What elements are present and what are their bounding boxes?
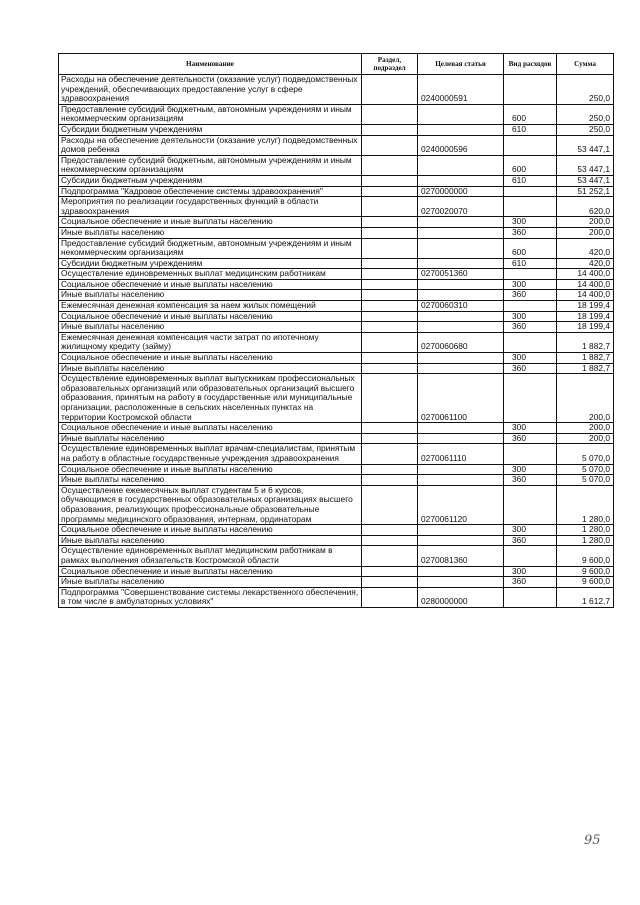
cell-sum: 1 882,7 (557, 332, 614, 352)
cell-target (418, 423, 504, 434)
cell-section (362, 186, 418, 197)
budget-table-page (58, 53, 613, 608)
cell-name: Иные выплаты населению (59, 322, 362, 333)
cell-target (418, 279, 504, 290)
cell-section (362, 238, 418, 258)
cell-name: Социальное обеспечение и иные выплаты населению (59, 279, 362, 290)
cell-sum: 18 199,4 (557, 301, 614, 312)
table-row (59, 279, 614, 290)
cell-type: 360 (504, 290, 557, 301)
cell-target (418, 311, 504, 322)
cell-name: Осуществление ежемесячных выплат студентам 5 и 6 курсов, обучающимся в государственных образовательных организациях высшего образования, реализующих профессиональные образовательные программы медицинского образования, интернам, ординаторам (59, 485, 362, 524)
cell-type: 300 (504, 279, 557, 290)
budget-table (58, 53, 614, 608)
cell-section (362, 155, 418, 175)
cell-name: Иные выплаты населению (59, 290, 362, 301)
cell-name: Социальное обеспечение и иные выплаты населению (59, 525, 362, 536)
cell-name: Социальное обеспечение и иные выплаты населению (59, 423, 362, 434)
cell-name: Социальное обеспечение и иные выплаты населению (59, 464, 362, 475)
cell-type: 360 (504, 535, 557, 546)
cell-name: Иные выплаты населению (59, 227, 362, 238)
cell-sum: 1 280,0 (557, 485, 614, 524)
cell-name: Осуществление единовременных выплат выпускникам профессиональных образовательных организаций или образовательных организаций высшего образования, принятым на работу в государственные или муниципальные организации, расположенные в сельских населенных пунктах на территории Костромской области (59, 374, 362, 423)
cell-sum: 14 400,0 (557, 290, 614, 301)
cell-sum: 5 070,0 (557, 464, 614, 475)
table-row (59, 332, 614, 352)
cell-sum: 9 600,0 (557, 566, 614, 577)
cell-sum: 1 882,7 (557, 353, 614, 364)
cell-name: Ежемесячная денежная компенсация части затрат по ипотечному жилищному кредиту (займу) (59, 332, 362, 352)
table-row (59, 485, 614, 524)
cell-target (418, 577, 504, 588)
table-row (59, 104, 614, 124)
cell-type: 360 (504, 363, 557, 374)
cell-section (362, 363, 418, 374)
cell-target: 0270060680 (418, 332, 504, 352)
table-row (59, 258, 614, 269)
cell-section (362, 269, 418, 280)
cell-section (362, 475, 418, 486)
cell-name: Социальное обеспечение и иные выплаты населению (59, 566, 362, 577)
table-row (59, 238, 614, 258)
cell-sum: 1 882,7 (557, 363, 614, 374)
cell-section (362, 577, 418, 588)
table-row (59, 374, 614, 423)
cell-sum: 1 280,0 (557, 525, 614, 536)
cell-sum: 14 400,0 (557, 279, 614, 290)
cell-target (418, 363, 504, 374)
table-row (59, 353, 614, 364)
cell-target (418, 322, 504, 333)
table-row (59, 433, 614, 444)
cell-type: 300 (504, 525, 557, 536)
cell-target (418, 124, 504, 135)
cell-sum: 420,0 (557, 258, 614, 269)
table-row (59, 155, 614, 175)
cell-sum: 200,0 (557, 433, 614, 444)
cell-type: 300 (504, 566, 557, 577)
cell-type: 600 (504, 104, 557, 124)
header-name: Наименование (59, 54, 362, 75)
table-row (59, 290, 614, 301)
cell-section (362, 485, 418, 524)
cell-section (362, 525, 418, 536)
cell-target (418, 175, 504, 186)
table-row (59, 475, 614, 486)
cell-section (362, 258, 418, 269)
cell-sum: 18 199,4 (557, 322, 614, 333)
header-sum: Сумма (557, 54, 614, 75)
cell-section (362, 464, 418, 475)
cell-type (504, 546, 557, 566)
cell-type (504, 485, 557, 524)
cell-sum: 420,0 (557, 238, 614, 258)
cell-sum: 200,0 (557, 227, 614, 238)
cell-type (504, 332, 557, 352)
cell-section (362, 279, 418, 290)
table-row (59, 525, 614, 536)
cell-type: 600 (504, 155, 557, 175)
cell-target (418, 290, 504, 301)
cell-target: 0270020070 (418, 197, 504, 217)
cell-type (504, 269, 557, 280)
header-section: Раздел, подраздел (362, 54, 418, 75)
cell-target: 0270061100 (418, 374, 504, 423)
cell-name: Социальное обеспечение и иные выплаты населению (59, 353, 362, 364)
cell-type: 360 (504, 227, 557, 238)
cell-sum: 9 600,0 (557, 546, 614, 566)
cell-sum: 250,0 (557, 124, 614, 135)
cell-sum: 53 447,1 (557, 135, 614, 155)
table-row (59, 577, 614, 588)
cell-target: 0270000000 (418, 186, 504, 197)
cell-type: 600 (504, 238, 557, 258)
table-row (59, 322, 614, 333)
table-row (59, 175, 614, 186)
cell-type: 300 (504, 464, 557, 475)
cell-target: 0270061110 (418, 444, 504, 464)
cell-name: Социальное обеспечение и иные выплаты населению (59, 217, 362, 228)
table-header-row (59, 54, 614, 75)
cell-name: Ежемесячная денежная компенсация за наем жилых помещений (59, 301, 362, 312)
cell-name: Субсидии бюджетным учреждениям (59, 175, 362, 186)
cell-target: 0270061120 (418, 485, 504, 524)
cell-target (418, 104, 504, 124)
table-row (59, 444, 614, 464)
cell-section (362, 546, 418, 566)
cell-name: Иные выплаты населению (59, 433, 362, 444)
cell-section (362, 566, 418, 577)
cell-section (362, 104, 418, 124)
table-row (59, 546, 614, 566)
cell-sum: 9 600,0 (557, 577, 614, 588)
cell-type (504, 444, 557, 464)
cell-name: Подпрограмма "Совершенствование системы лекарственного обеспечения, в том числе в амбулаторных условиях" (59, 587, 362, 607)
cell-section (362, 332, 418, 352)
cell-sum: 1 280,0 (557, 535, 614, 546)
cell-section (362, 197, 418, 217)
cell-section (362, 374, 418, 423)
cell-type: 360 (504, 433, 557, 444)
cell-section (362, 423, 418, 434)
cell-sum: 200,0 (557, 374, 614, 423)
cell-type (504, 197, 557, 217)
cell-name: Иные выплаты населению (59, 363, 362, 374)
cell-section (362, 535, 418, 546)
cell-name: Расходы на обеспечение деятельности (оказание услуг) подведомственных домов ребенка (59, 135, 362, 155)
table-row (59, 197, 614, 217)
table-row (59, 75, 614, 105)
cell-type: 300 (504, 217, 557, 228)
cell-sum: 53 447,1 (557, 175, 614, 186)
cell-name: Субсидии бюджетным учреждениям (59, 258, 362, 269)
cell-sum: 1 612,7 (557, 587, 614, 607)
table-row (59, 227, 614, 238)
table-row (59, 423, 614, 434)
cell-section (362, 290, 418, 301)
header-type: Вид расходов (504, 54, 557, 75)
cell-section (362, 322, 418, 333)
cell-name: Иные выплаты населению (59, 535, 362, 546)
header-target: Целевая статья (418, 54, 504, 75)
cell-target (418, 155, 504, 175)
table-row (59, 363, 614, 374)
cell-target (418, 238, 504, 258)
cell-type: 610 (504, 258, 557, 269)
cell-name: Субсидии бюджетным учреждениям (59, 124, 362, 135)
cell-name: Осуществление единовременных выплат врачам-специалистам, принятым на работу в областные государственные учреждения здравоохранения (59, 444, 362, 464)
cell-type: 610 (504, 124, 557, 135)
cell-name: Предоставление субсидий бюджетным, автономным учреждениям и иным некоммерческим организациям (59, 238, 362, 258)
cell-section (362, 311, 418, 322)
cell-type: 360 (504, 577, 557, 588)
cell-section (362, 587, 418, 607)
cell-type: 610 (504, 175, 557, 186)
cell-target: 0280000000 (418, 587, 504, 607)
page-number: 95 (584, 833, 601, 848)
cell-type (504, 135, 557, 155)
cell-type: 300 (504, 423, 557, 434)
table-row (59, 135, 614, 155)
cell-sum: 18 199,4 (557, 311, 614, 322)
table-row (59, 535, 614, 546)
cell-target (418, 535, 504, 546)
cell-target: 0270060310 (418, 301, 504, 312)
cell-section (362, 353, 418, 364)
cell-name: Расходы на обеспечение деятельности (оказание услуг) подведомственных учреждений, обеспечивающих предоставление услуг в сфере здравоохранения (59, 75, 362, 105)
cell-target (418, 258, 504, 269)
cell-name: Осуществление единовременных выплат медицинским работникам (59, 269, 362, 280)
cell-sum: 51 252,1 (557, 186, 614, 197)
cell-section (362, 217, 418, 228)
cell-target (418, 566, 504, 577)
cell-target (418, 464, 504, 475)
cell-name: Иные выплаты населению (59, 475, 362, 486)
cell-name: Иные выплаты населению (59, 577, 362, 588)
cell-type (504, 587, 557, 607)
cell-type (504, 186, 557, 197)
cell-sum: 200,0 (557, 217, 614, 228)
cell-type: 360 (504, 475, 557, 486)
cell-section (362, 175, 418, 186)
cell-type: 300 (504, 353, 557, 364)
cell-type: 300 (504, 311, 557, 322)
cell-sum: 53 447,1 (557, 155, 614, 175)
cell-sum: 5 070,0 (557, 444, 614, 464)
cell-sum: 200,0 (557, 423, 614, 434)
cell-name: Осуществление единовременных выплат медицинским работникам в рамках выполнения обязательств Костромской области (59, 546, 362, 566)
cell-target: 0270051360 (418, 269, 504, 280)
table-row (59, 587, 614, 607)
cell-type (504, 301, 557, 312)
cell-section (362, 124, 418, 135)
cell-section (362, 433, 418, 444)
cell-type: 360 (504, 322, 557, 333)
cell-target (418, 525, 504, 536)
cell-name: Подпрограмма "Кадровое обеспечение системы здравоохранения" (59, 186, 362, 197)
cell-name: Предоставление субсидий бюджетным, автономным учреждениям и иным некоммерческим организациям (59, 155, 362, 175)
cell-target: 0240000596 (418, 135, 504, 155)
table-row (59, 217, 614, 228)
cell-target (418, 475, 504, 486)
cell-section (362, 444, 418, 464)
cell-target (418, 227, 504, 238)
cell-sum: 620,0 (557, 197, 614, 217)
cell-target (418, 433, 504, 444)
table-row (59, 566, 614, 577)
cell-sum: 5 070,0 (557, 475, 614, 486)
table-row (59, 311, 614, 322)
cell-name: Социальное обеспечение и иные выплаты населению (59, 311, 362, 322)
cell-section (362, 301, 418, 312)
table-row (59, 124, 614, 135)
cell-type (504, 75, 557, 105)
cell-name: Мероприятия по реализации государственных функций в области здравоохранения (59, 197, 362, 217)
cell-sum: 250,0 (557, 75, 614, 105)
cell-target: 0240000591 (418, 75, 504, 105)
table-row (59, 269, 614, 280)
table-row (59, 301, 614, 312)
cell-section (362, 135, 418, 155)
table-row (59, 186, 614, 197)
cell-name: Предоставление субсидий бюджетным, автономным учреждениям и иным некоммерческим организациям (59, 104, 362, 124)
table-row (59, 464, 614, 475)
cell-sum: 14 400,0 (557, 269, 614, 280)
cell-target (418, 217, 504, 228)
cell-section (362, 227, 418, 238)
cell-section (362, 75, 418, 105)
cell-type (504, 374, 557, 423)
cell-target: 0270081360 (418, 546, 504, 566)
cell-sum: 250,0 (557, 104, 614, 124)
cell-target (418, 353, 504, 364)
